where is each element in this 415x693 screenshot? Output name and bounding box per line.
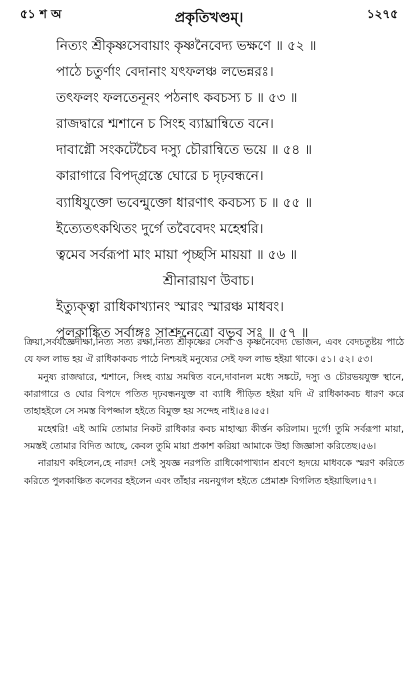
- verse-line: ইত্যেতৎকথিতং দুর্গে তবৈবেদং মহেশ্বরি।: [56, 221, 264, 237]
- verse-line: ব্যাধিযুক্তো ভবেন্মুক্তো ধারণাৎ কবচস্য চ ॥ ৫৫ ॥: [56, 195, 312, 211]
- verse-line: ত্বমেব সর্বরূপা মাং মায়া পৃচ্ছসি মায়য়া ॥ ৫৬ ॥: [56, 247, 298, 263]
- bengali-commentary: [24, 334, 404, 490]
- commentary-paragraph: মহেশ্বরি! এই আমি তোমার নিকট রাধিকার কবচ মাহাত্ম্য কীর্ত্তন করিলাম। দুর্গে! তুমি সর্বরূপা মায়া, সমস্তই তোমার বিদিত আছে, কেবল তুমি মায়া প্রকাশ করিয়া আমাকে উহা জিজ্ঞাসা করিতেছ।৫৬।: [24, 423, 404, 453]
- verse-line: কারাগারে বিপদ্গ্রস্তে ঘোরে চ দৃঢ়বন্ধনে।: [56, 169, 264, 185]
- commentary-paragraph: নারায়ণ কহিলেন,হে নারদ! সেই সুযজ্ঞ নরপতি রাধিকোপাখ্যান শ্রবণে হৃদয়ে মাধবকে স্মরণ করিতে করিতে পুলকাঞ্চিত কলেবর হইলেন এবং তাঁহার নয়নযুগল হইতে প্রেমাশ্রু বিগলিত হইয়াছিল।৫৭।: [24, 458, 404, 487]
- verse-line: দাবাগ্নৌ সংকটেচৈব দস্যু চৌরান্বিতে ভয়ে ॥ ৫৪ ॥: [56, 143, 312, 159]
- verse-line: নিত্যং শ্রীকৃষ্ণসেবায়াং কৃষ্ণনৈবেদ্য ভক্ষণে ॥ ৫২ ॥: [56, 39, 317, 54]
- book-title: প্রকৃতিখণ্ডম্।: [174, 10, 244, 26]
- page-header: [20, 6, 398, 28]
- chapter-marker: ৫১ শ অ: [20, 7, 62, 21]
- page-number: ১২৭৫: [366, 7, 398, 21]
- verse-line: পুলকাঙ্কিত সর্বাঙ্গঃ সাশ্রুনেত্রো বভূব সঃ ॥ ৫৭ ॥: [56, 326, 309, 342]
- verse-line: রাজদ্বারে শ্মশানে চ সিংহ ব্যাঘ্রান্বিতে বনে।: [56, 117, 274, 133]
- speaker-heading: শ্রীনারায়ণ উবাচ।: [162, 273, 255, 289]
- commentary-paragraph: মনুষ্য রাজদ্বারে, শ্মশানে, সিংহ ব্যাঘ্র সমন্বিত বনে,দাবানল মধ্যে সঙ্কটে, দস্যু ও চৌরভয়যুক্ত স্থানে, কারাগারে ও ঘোর বিপদে পতিত দৃঢ়বন্ধনযুক্ত বা ব্যাধি পীড়িত হইয়া যদি ঐ রাধিকাকবচ ধারণ করে তাহাহইলে সে সমস্ত বিপজ্জাল হইতে বিমুক্ত হয় সন্দেহ নাই।৫৪।৫৫।: [24, 371, 404, 418]
- verse-line: ইত্যুক্ত্বা রাধিকাখ্যানং স্মারং স্মারঞ্চ মাধবং।: [56, 299, 284, 315]
- commentary-paragraph: ক্রিয়া,সর্বযজ্ঞেদীক্ষা,নিত্য সত্য রক্ষা,নিত্য শ্রীকৃষ্ণের সেবা ও কৃষ্ণনৈবেদ্য ভোজন, এবং বেদচতুষ্টয় পাঠে যে ফল লাভ হয় ঐ রাধিকাকবচ পাঠে নিশ্চয়ই মনুষ্যের সেই ফল লাভ হইয়া থাকে। ৫১। ৫২। ৫৩।: [24, 337, 404, 366]
- verse-line: পাঠে চতুর্ণাং বেদানাং যৎফলঞ্চ লভেন্নরঃ।: [56, 65, 274, 81]
- sanskrit-verses: [56, 34, 401, 347]
- verse-line: তৎফলং ফলতেনূনং পঠনাৎ কবচস্য চ ॥ ৫৩ ॥: [56, 91, 298, 107]
